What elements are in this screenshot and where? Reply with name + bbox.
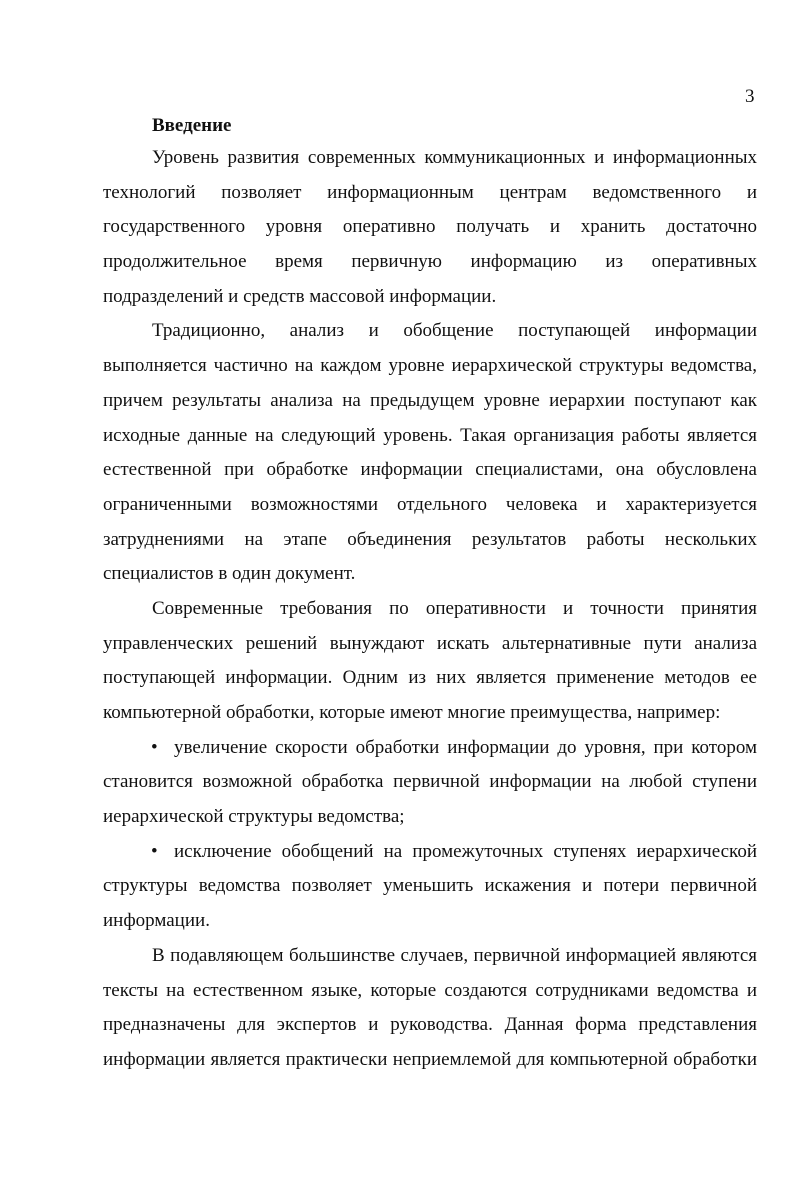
text-line: поступающей информации. Одним из них является применение методов ее [103,667,757,689]
text-line: управленческих решений вынуждают искать альтернативные пути анализа [103,632,757,654]
text-line: продолжительное время первичную информацию из оперативных [103,251,757,273]
bullet-icon: • [151,736,158,758]
text-line: исходные данные на следующий уровень. Такая организация работы является [103,424,757,446]
text-line: исключение обобщений на промежуточных ступенях иерархической [174,840,757,862]
page-number: 3 [745,86,755,107]
bullet-icon: • [151,840,158,862]
text-line: В подавляющем большинстве случаев, первичной информацией являются [152,944,757,966]
text-line: иерархической структуры ведомства; [103,806,405,828]
text-line: подразделений и средств массовой информации. [103,285,497,307]
text-line: выполняется частично на каждом уровне иерархической структуры ведомства, [103,355,757,377]
text-line: информации. [103,910,210,932]
text-line: естественной при обработке информации специалистами, она обусловлена [103,459,757,481]
text-line: тексты на естественном языке, которые создаются сотрудниками ведомства и [103,979,757,1001]
text-line: увеличение скорости обработки информации до уровня, при котором [174,736,757,758]
text-line: ограниченными возможностями отдельного человека и характеризуется [103,493,757,515]
text-line: затруднениями на этапе объединения результатов работы нескольких [103,528,757,550]
text-line: причем результаты анализа на предыдущем уровне иерархии поступают как [103,389,757,411]
text-line: технологий позволяет информационным центрам ведомственного и [103,181,757,203]
text-line: государственного уровня оперативно получать и хранить достаточно [103,216,757,238]
section-heading: Введение [152,115,232,136]
text-line: компьютерной обработки, которые имеют многие преимущества, например: [103,702,721,724]
text-line: предназначены для экспертов и руководства. Данная форма представления [103,1014,757,1036]
text-line: Современные требования по оперативности и точности принятия [152,597,757,619]
text-line: Уровень развития современных коммуникационных и информационных [152,147,757,168]
text-line: информации является практически неприемлемой для компьютерной обработки [103,1048,757,1070]
text-line: Традиционно, анализ и обобщение поступающей информации [152,320,757,342]
text-line: становится возможной обработка первичной информации на любой ступени [103,771,757,793]
text-line: структуры ведомства позволяет уменьшить искажения и потери первичной [103,875,757,897]
text-line: специалистов в один документ. [103,563,356,585]
